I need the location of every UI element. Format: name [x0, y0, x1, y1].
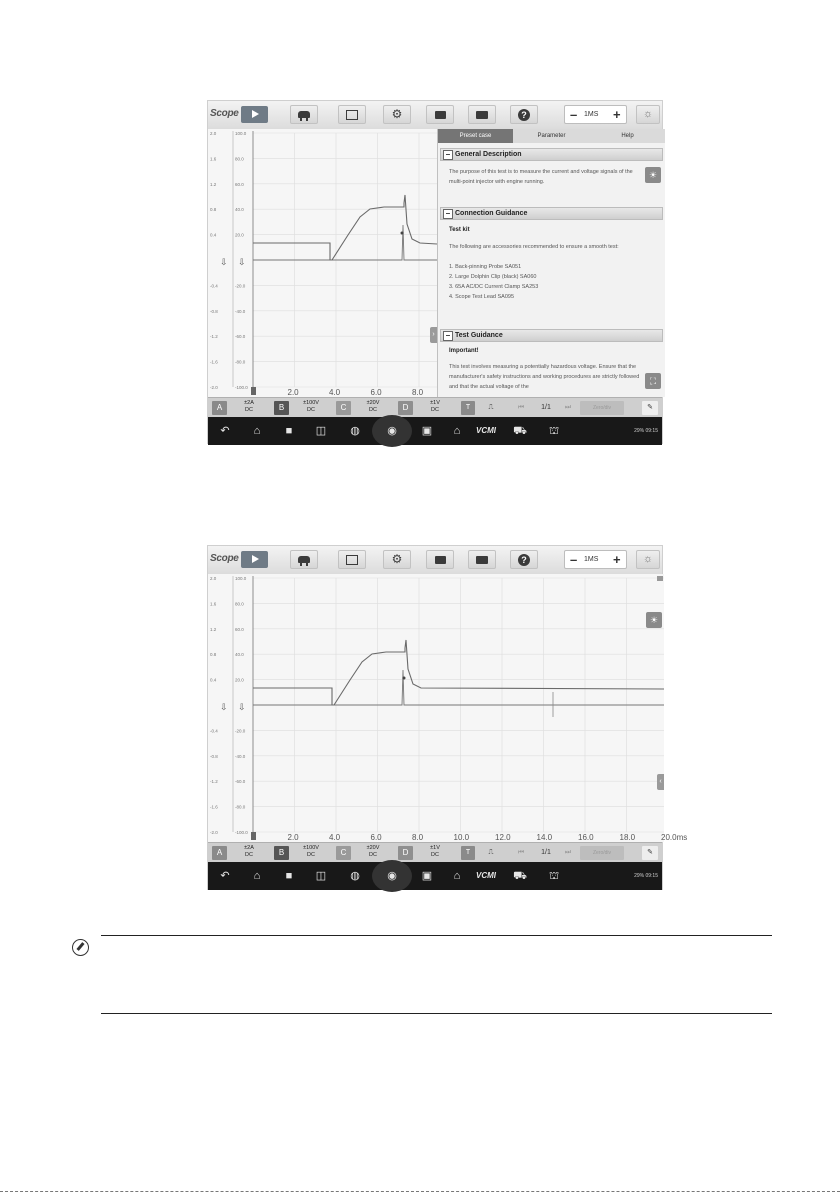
car-icon[interactable]: ⛟ — [513, 870, 527, 882]
y-tick-label-voltage: 60.0 — [235, 181, 244, 187]
vci-icon[interactable]: ⌂ — [453, 425, 461, 437]
channel-bar — [208, 842, 662, 863]
panel-tabs — [438, 129, 665, 143]
important-title: Important! — [449, 348, 479, 354]
test-kit-item: 1. Back-pinning Probe SA051 — [449, 264, 522, 270]
channel-a-range[interactable]: ±2A DC — [244, 400, 254, 413]
channel-d-range[interactable]: ±1V DC — [430, 845, 440, 858]
shop-icon[interactable]: ⛫ — [548, 870, 560, 882]
y-tick-label-voltage: 40.0 — [235, 652, 244, 658]
shop-icon[interactable]: ⛫ — [548, 425, 560, 437]
car-icon — [298, 556, 310, 563]
y-tick-label-current: 1.2 — [210, 181, 217, 187]
folder-icon — [476, 111, 488, 119]
x-tick-label: 6.0 — [370, 388, 382, 397]
first-page-icon[interactable]: ⏮ — [517, 404, 525, 411]
brightness-icon: ☼ — [642, 553, 654, 565]
settings-button[interactable] — [383, 105, 411, 124]
y-tick-label-voltage: 100.0 — [235, 131, 247, 136]
channel-b-range[interactable]: ±100V DC — [303, 400, 319, 413]
x-tick-label: 4.0 — [329, 833, 341, 842]
android-navbar — [208, 417, 662, 445]
print-button[interactable] — [426, 550, 454, 569]
timebase-increase-button[interactable]: + — [613, 552, 621, 567]
printer-icon — [435, 111, 446, 119]
car-icon[interactable]: ⛟ — [513, 425, 527, 437]
scope-screenshot-fullscreen — [207, 545, 688, 890]
collapse-panel-handle[interactable]: › — [430, 327, 437, 343]
app-title: Scope — [210, 553, 239, 564]
gear-icon: ⚙ — [391, 107, 403, 121]
car-icon — [298, 111, 310, 118]
y-tick-label-voltage: 100.0 — [235, 576, 247, 581]
x-tick-label: 8.0 — [412, 388, 424, 397]
vci-icon[interactable]: ⌂ — [453, 870, 461, 882]
x-tick-label: 2.0 — [287, 833, 299, 842]
waveform-icon — [346, 555, 358, 565]
first-page-icon[interactable]: ⏮ — [517, 849, 525, 856]
lightbulb-icon[interactable]: ☀ — [645, 167, 661, 183]
waveform-icon — [346, 110, 358, 120]
y-tick-label-voltage: -80.0 — [235, 804, 246, 810]
waveform-plot[interactable] — [208, 129, 437, 397]
y-tick-label-current: 0.8 — [210, 652, 217, 658]
y-tick-label-voltage: -100.0 — [235, 830, 248, 835]
channel-a-range[interactable]: ±2A DC — [244, 845, 254, 858]
waveform-plot[interactable] — [208, 574, 688, 842]
vehicle-button[interactable] — [290, 550, 318, 569]
y-tick-label-voltage: -60.0 — [235, 334, 246, 340]
probe-icon[interactable]: ✎ — [642, 401, 658, 415]
browser-icon[interactable]: ◍ — [350, 870, 360, 882]
zero-div-button[interactable]: Zero/div — [580, 846, 624, 860]
y-tick-label-voltage: 80.0 — [235, 601, 244, 607]
folder-button[interactable] — [468, 105, 496, 124]
scope-toolbar — [208, 101, 662, 130]
test-guidance-header[interactable]: – Test Guidance — [440, 329, 663, 342]
tab-help[interactable]: Help — [621, 133, 634, 139]
timebase-control — [564, 105, 627, 124]
help-side-panel — [437, 129, 665, 397]
x-tick-label: 8.0 — [412, 833, 424, 842]
y-tick-label-current: -0.4 — [210, 728, 218, 734]
timebase-value: 1MS — [584, 111, 599, 118]
important-text: This test involves measuring a potentially hazardous voltage. Ensure that the manufacturer's safety instructions and working procedures are strictly followed and that the actual voltage of the — [449, 364, 640, 390]
note-block — [72, 933, 772, 1015]
y-tick-label-current: -1.6 — [210, 804, 218, 810]
channel-a-button[interactable]: A — [212, 846, 227, 860]
y-tick-label-voltage: -20.0 — [235, 728, 246, 734]
screen-record-icon[interactable]: ▣ — [421, 425, 433, 437]
recent-apps-icon[interactable]: ■ — [285, 870, 293, 882]
x-tick-label: 18.0 — [619, 833, 636, 842]
x-tick-label: 2.0 — [287, 388, 299, 397]
y-tick-label-voltage: 20.0 — [235, 232, 244, 238]
channel-d-button[interactable]: D — [398, 846, 413, 860]
fullscreen-icon[interactable]: ⛶ — [645, 373, 661, 389]
help-icon: ? — [518, 554, 530, 566]
gear-icon: ⚙ — [391, 552, 403, 566]
channel-b-range[interactable]: ±100V DC — [303, 845, 319, 858]
split-screen-icon[interactable]: ◫ — [315, 870, 327, 882]
y-tick-label-voltage: -40.0 — [235, 753, 246, 759]
channel-b-button[interactable]: B — [274, 401, 289, 415]
android-navbar — [208, 862, 662, 890]
y-tick-label-current: -1.2 — [210, 334, 218, 340]
camera-icon[interactable]: ◉ — [387, 425, 397, 437]
zero-marker-icon[interactable]: ⇩ — [238, 702, 246, 712]
y-tick-label-current: -0.8 — [210, 308, 218, 314]
y-tick-label-voltage: 40.0 — [235, 207, 244, 213]
waveform-button[interactable] — [338, 105, 366, 124]
camera-icon[interactable]: ◉ — [387, 870, 397, 882]
vcmi-icon[interactable]: VCMI — [476, 426, 496, 435]
play-button[interactable] — [241, 551, 268, 568]
trigger-edge-icon[interactable]: ⎍ — [488, 404, 494, 411]
timebase-control — [564, 550, 627, 569]
y-tick-label-current: -1.2 — [210, 779, 218, 785]
last-page-icon[interactable]: ⏭ — [564, 404, 572, 411]
note-divider-bottom — [101, 1013, 772, 1014]
status-indicators: 29% 09:15 — [634, 428, 658, 434]
vcmi-icon[interactable]: VCMI — [476, 871, 496, 880]
expand-panel-handle[interactable]: ‹ — [657, 774, 664, 790]
folder-button[interactable] — [468, 550, 496, 569]
x-tick-label: 20.0ms — [661, 833, 688, 842]
channel-c-button[interactable]: C — [336, 401, 351, 415]
printer-icon — [435, 556, 446, 564]
trigger-button[interactable]: T — [461, 401, 475, 415]
channel-c-button[interactable]: C — [336, 846, 351, 860]
test-kit-intro: The following are accessories recommended to ensure a smooth test: — [449, 244, 619, 250]
channel-b-button[interactable]: B — [274, 846, 289, 860]
back-icon[interactable]: ↶ — [220, 425, 230, 437]
probe-icon[interactable]: ✎ — [642, 846, 658, 860]
y-tick-label-voltage: -60.0 — [235, 779, 246, 785]
tab-parameter[interactable]: Parameter — [537, 133, 566, 139]
split-screen-icon[interactable]: ◫ — [315, 425, 327, 437]
x-tick-label: 16.0 — [578, 833, 594, 842]
y-tick-label-current: 0.4 — [210, 232, 217, 238]
y-tick-label-current: 2.0 — [210, 131, 217, 136]
y-tick-label-voltage: -40.0 — [235, 308, 246, 314]
x-tick-label: 12.0 — [495, 833, 511, 842]
y-tick-label-voltage: 60.0 — [235, 626, 244, 632]
y-tick-label-voltage: -20.0 — [235, 283, 246, 289]
note-divider-top — [101, 935, 772, 936]
y-tick-label-current: -2.0 — [210, 385, 218, 390]
channel-c-range[interactable]: ±20V DC — [366, 845, 380, 858]
y-tick-label-voltage: 80.0 — [235, 156, 244, 162]
timebase-increase-button[interactable]: + — [613, 107, 621, 122]
y-tick-label-voltage: -80.0 — [235, 359, 246, 365]
status-indicators: 29% 09:15 — [634, 873, 658, 879]
channel-c-range[interactable]: ±20V DC — [366, 400, 380, 413]
screen-record-icon[interactable]: ▣ — [421, 870, 433, 882]
page-counter: 1/1 — [541, 849, 551, 856]
help-button[interactable] — [510, 550, 538, 569]
y-tick-label-current: -0.4 — [210, 283, 218, 289]
folder-icon — [476, 556, 488, 564]
vehicle-button[interactable] — [290, 105, 318, 124]
timebase-decrease-button[interactable]: – — [570, 552, 578, 567]
brightness-button[interactable] — [636, 105, 660, 124]
channel-d-range[interactable]: ±1V DC — [430, 400, 440, 413]
back-icon[interactable]: ↶ — [220, 870, 230, 882]
lightbulb-icon[interactable]: ☀ — [646, 612, 662, 628]
y-tick-label-current: 1.6 — [210, 601, 217, 607]
x-tick-label: 4.0 — [329, 388, 341, 397]
trigger-button[interactable]: T — [461, 846, 475, 860]
general-description-text: The purpose of this test is to measure the current and voltage signals of the multi-point injector with engine running. — [449, 169, 633, 185]
trigger-edge-icon[interactable]: ⎍ — [488, 849, 494, 856]
tab-preset-case[interactable]: Preset case — [438, 129, 513, 143]
play-button[interactable] — [241, 106, 268, 123]
y-tick-label-current: 1.6 — [210, 156, 217, 162]
last-page-icon[interactable]: ⏭ — [564, 849, 572, 856]
y-tick-label-current: -0.8 — [210, 753, 218, 759]
y-tick-label-voltage: 20.0 — [235, 677, 244, 683]
zero-marker-icon[interactable]: ⇩ — [238, 257, 246, 267]
zero-marker-icon[interactable]: ⇩ — [220, 702, 228, 712]
general-description-header[interactable]: – General Description — [440, 148, 663, 161]
channel-bar — [208, 397, 662, 418]
test-kit-item: 3. 65A AC/DC Current Clamp SA253 — [449, 284, 539, 290]
scope-screenshot-with-panel — [207, 100, 663, 444]
settings-button[interactable] — [383, 550, 411, 569]
waveform-button[interactable] — [338, 550, 366, 569]
timebase-decrease-button[interactable]: – — [570, 107, 578, 122]
app-title: Scope — [210, 108, 239, 119]
brightness-button[interactable] — [636, 550, 660, 569]
timebase-value: 1MS — [584, 556, 599, 563]
y-tick-label-current: -1.6 — [210, 359, 218, 365]
recent-apps-icon[interactable]: ■ — [285, 425, 293, 437]
x-tick-label: 6.0 — [370, 833, 382, 842]
test-kit-title: Test kit — [449, 227, 470, 233]
y-tick-label-current: 1.2 — [210, 626, 217, 632]
page-counter: 1/1 — [541, 404, 551, 411]
browser-icon[interactable]: ◍ — [350, 425, 360, 437]
help-icon: ? — [518, 109, 530, 121]
y-tick-label-voltage: -100.0 — [235, 385, 248, 390]
y-tick-label-current: -2.0 — [210, 830, 218, 835]
y-tick-label-current: 0.8 — [210, 207, 217, 213]
channel-d-button[interactable]: D — [398, 401, 413, 415]
x-tick-label: 10.0 — [453, 833, 470, 842]
home-icon[interactable]: ⌂ — [253, 425, 261, 437]
zero-marker-icon[interactable]: ⇩ — [220, 257, 228, 267]
print-button[interactable] — [426, 105, 454, 124]
y-tick-label-current: 2.0 — [210, 576, 217, 581]
scope-toolbar — [208, 546, 662, 575]
help-button[interactable] — [510, 105, 538, 124]
home-icon[interactable]: ⌂ — [253, 870, 261, 882]
connection-guidance-header[interactable]: – Connection Guidance — [440, 207, 663, 220]
test-kit-item: 2. Large Dolphin Clip (black) SA060 — [449, 274, 537, 280]
test-kit-item: 4. Scope Test Lead SA095 — [449, 294, 515, 300]
x-tick-label: 14.0 — [536, 833, 553, 842]
channel-a-button[interactable]: A — [212, 401, 227, 415]
zero-div-button[interactable]: Zero/div — [580, 401, 624, 415]
y-tick-label-current: 0.4 — [210, 677, 217, 683]
brightness-icon: ☼ — [642, 108, 654, 120]
pencil-note-icon — [72, 939, 89, 956]
